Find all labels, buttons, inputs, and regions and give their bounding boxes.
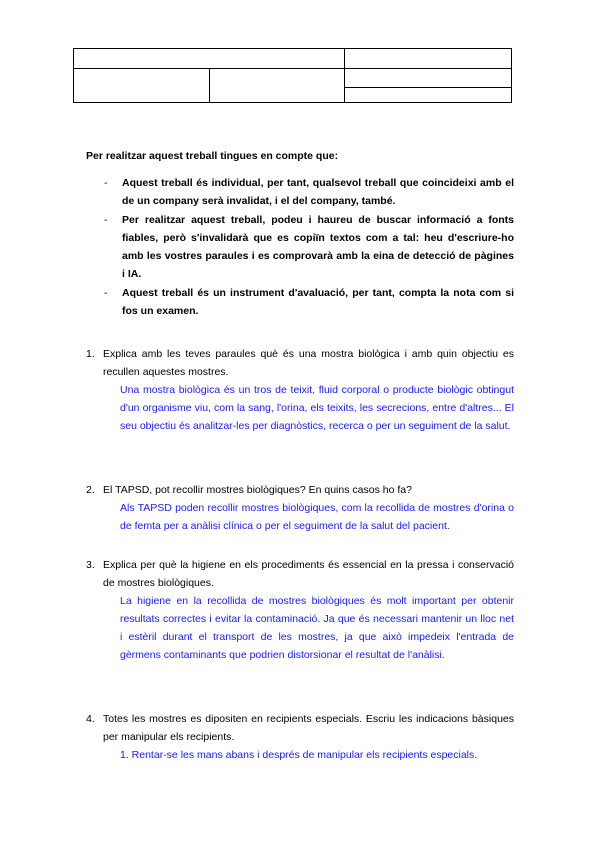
header-cell-date [345, 49, 512, 69]
rules-list [104, 174, 514, 321]
answer-text: 1. Rentar-se les mans abans i després de manipular els recipients especials. [120, 749, 478, 761]
question-text: Totes les mostres es dipositen en recipients especials. Escriu les indicacions bàsiques per manipular els recipients. [103, 713, 514, 743]
rule-text: Aquest treball és individual, per tant, qualsevol treball que coincideixi amb el de un company serà invalidat, i el del company, també. [122, 177, 514, 207]
question-text: El TAPSD, pot recollir mostres biològiques? En quins casos ho fa? [103, 484, 412, 496]
header-cell-student [74, 69, 210, 103]
question-number: 3. [86, 559, 95, 571]
header-table [73, 48, 512, 103]
question-text: Explica amb les teves paraules què és una mostra biològica i amb quin objectiu es recullen aquestes mostres. [103, 348, 514, 378]
answer-text: Als TAPSD poden recollir mostres biològiques, com la recollida de mostres d'orina o de femta per a anàlisi clínica o per el seguiment de la salut del pacient. [120, 502, 514, 532]
rule-item [104, 284, 514, 320]
bullet-dash: - [104, 287, 108, 299]
intro-title: Per realitzar aquest treball tingues en compte que: [86, 150, 339, 162]
rule-text: Aquest treball és un instrument d'avaluació, per tant, compta la nota com si fos un examen. [122, 287, 514, 317]
question-2 [86, 481, 514, 535]
question-number: 1. [86, 348, 95, 360]
question-3 [86, 556, 514, 664]
bullet-dash: - [104, 214, 108, 226]
question-1 [86, 345, 514, 435]
question-number: 4. [86, 713, 95, 725]
header-cell-grade [345, 69, 512, 87]
question-4 [86, 710, 514, 764]
question-number: 2. [86, 484, 95, 496]
header-cell-name [74, 49, 345, 69]
bullet-dash: - [104, 177, 108, 189]
header-cell-extra [345, 87, 512, 102]
header-cell-group [209, 69, 345, 103]
rule-item [104, 174, 514, 210]
question-text: Explica per què la higiene en els procediments és essencial en la pressa i conservació de mostres biològiques. [103, 559, 514, 589]
rule-text: Per realitzar aquest treball, podeu i haureu de buscar informació a fonts fiables, però s'invalidarà que es copiïn textos com a tal: heu d'escriure-ho amb les vostres paraules i es comprovarà amb la eina de detecció de pàgines i IA. [122, 214, 514, 280]
rule-item [104, 211, 514, 283]
answer-text: La higiene en la recollida de mostres biològiques és molt important per obtenir resultats correctes i evitar la contaminació. Ja que és necessari mantenir un lloc net i estèril durant el transport de les mostres, ja que això impedeix l'entrada de gèrmens contaminants que podrien distorsionar el resultat de l'anàlisi. [120, 595, 514, 661]
answer-text: Una mostra biològica és un tros de teixit, fluid corporal o producte biològic obtingut d'un organisme viu, com la sang, l'orina, els teixits, les secrecions, entre d'altres... El seu objectiu és analitzar-les per diagnòstics, recerca o per un seguiment de la salut. [120, 384, 514, 432]
